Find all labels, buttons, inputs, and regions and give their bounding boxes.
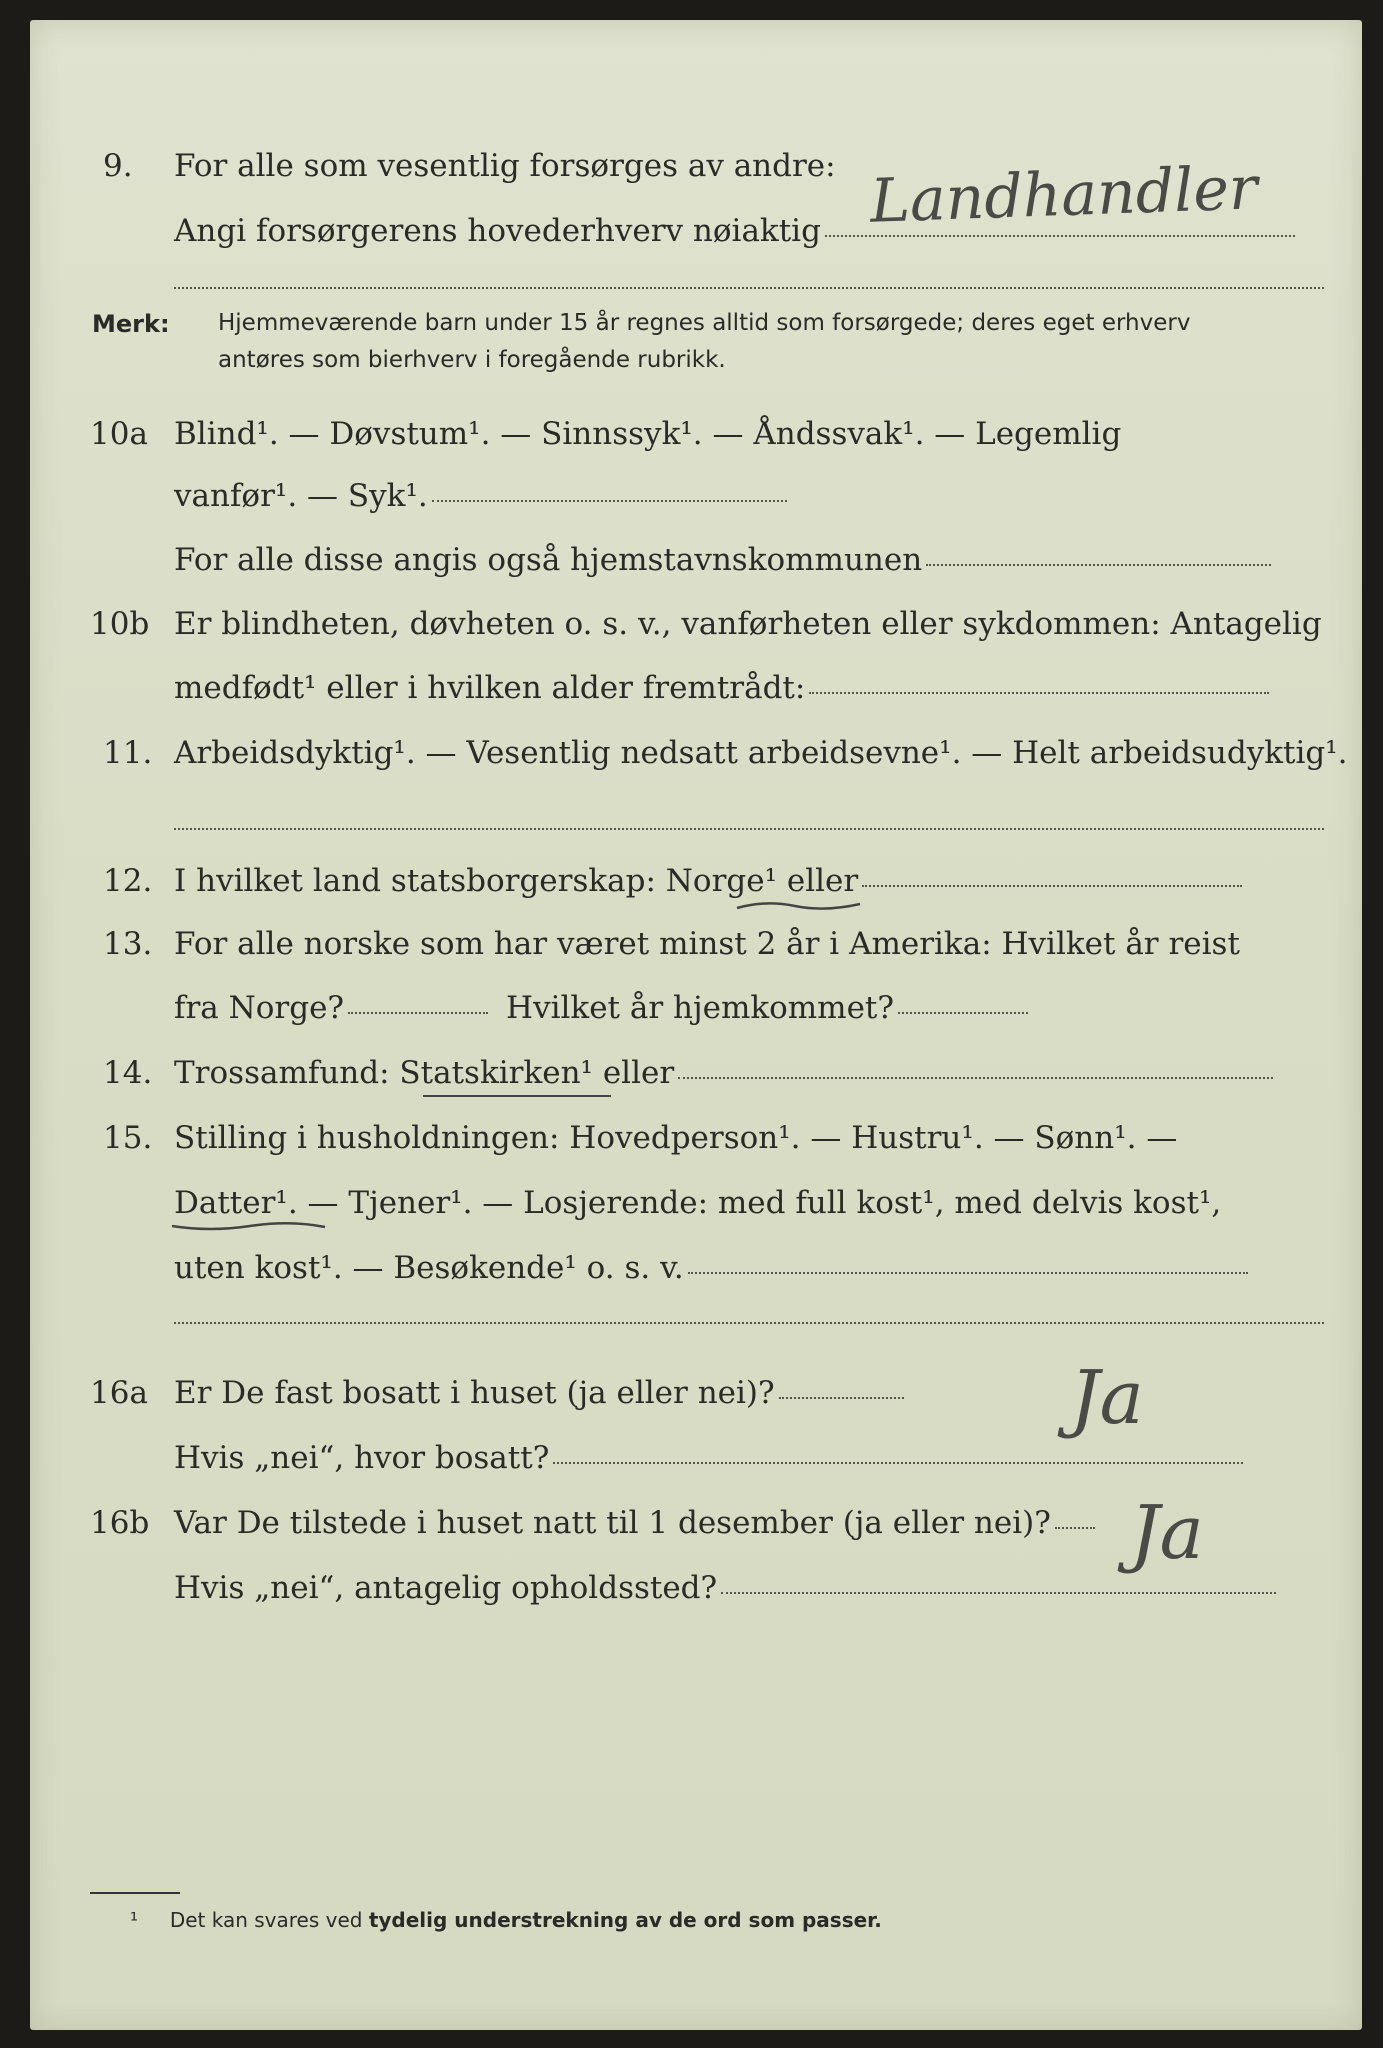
q16a-handwritten-answer: Ja — [1070, 1355, 1144, 1441]
q16a-line2: Hvis „nei“, hvor bosatt? — [174, 1440, 550, 1476]
footnote — [130, 1908, 882, 1932]
q14-underline-mark — [423, 1095, 611, 1097]
q13-returned-year-field[interactable] — [898, 1012, 1028, 1014]
q16b-line1: Var De tilstede i huset natt til 1 desember (ja eller nei)? — [174, 1505, 1051, 1541]
footnote-text-a: Det kan svares ved — [169, 1908, 369, 1932]
q14-line1: Trossamfund: Statskirken¹ eller — [174, 1055, 675, 1091]
q15-line3-row — [174, 1250, 1248, 1290]
q16a-residence-field[interactable] — [553, 1462, 1243, 1464]
q9-number: 9. — [103, 148, 133, 184]
q16a-answer-field[interactable] — [779, 1397, 904, 1399]
footnote-rule — [90, 1892, 180, 1894]
q10a-line2: vanfør¹. — Syk¹. — [174, 478, 428, 514]
q16b-answer-field[interactable] — [1055, 1527, 1095, 1529]
q14-religion-field[interactable] — [678, 1077, 1273, 1079]
q16a-line2-row — [174, 1440, 1243, 1480]
q12-line1-row — [174, 863, 1242, 903]
q13-line2b: Hvilket år hjemkommet? — [506, 990, 895, 1026]
q16a-line1: Er De fast bosatt i huset (ja eller nei)? — [174, 1375, 775, 1411]
q13-emigrated-year-field[interactable] — [348, 1012, 488, 1014]
q11-number: 11. — [103, 735, 153, 771]
q10a-line1: Blind¹. — Døvstum¹. — Sinnssyk¹. — Åndssvak¹. — Legemlig — [174, 416, 1122, 452]
q16b-location-field[interactable] — [721, 1592, 1276, 1594]
census-form-page — [30, 20, 1362, 2030]
merk-line2: antøres som bierhverv i foregående rubrikk. — [218, 347, 726, 373]
q15-number: 15. — [103, 1120, 153, 1156]
q16a-number: 16a — [90, 1375, 148, 1411]
merk-text — [218, 305, 1190, 379]
footnote-text-b: tydelig understrekning av de ord som passer. — [368, 1908, 882, 1932]
q15-line2: Datter¹. — Tjener¹. — Losjerende: med full kost¹, med delvis kost¹, — [174, 1185, 1222, 1221]
q13-line2-row — [174, 990, 1028, 1030]
q9-line2: Angi forsørgerens hovederhverv nøiaktig — [174, 213, 821, 249]
q10a-home-municipality-field[interactable] — [926, 564, 1271, 566]
divider — [174, 828, 1324, 830]
q13-line1: For alle norske som har været minst 2 år i Amerika: Hvilket år reist — [174, 926, 1240, 962]
q12-line1: I hvilket land statsborgerskap: Norge¹ eller — [174, 863, 859, 899]
footnote-mark: ¹ — [130, 1908, 139, 1932]
q10b-line2-row — [174, 670, 1269, 710]
q16b-handwritten-answer: Ja — [1130, 1490, 1204, 1576]
q15-line3: uten kost¹. — Besøkende¹ o. s. v. — [174, 1250, 684, 1286]
q12-number: 12. — [103, 863, 153, 899]
q15-other-field[interactable] — [688, 1272, 1248, 1274]
q10b-number: 10b — [90, 606, 150, 642]
q16b-number: 16b — [90, 1505, 150, 1541]
q16b-line2: Hvis „nei“, antagelig opholdssted? — [174, 1570, 718, 1606]
q14-line1-row — [174, 1055, 1273, 1095]
q10b-line1: Er blindheten, døvheten o. s. v., vanførheten eller sykdommen: Antagelig — [174, 606, 1322, 642]
divider — [174, 287, 1324, 289]
q16a-line1-row — [174, 1375, 904, 1415]
q10b-age-field[interactable] — [809, 692, 1269, 694]
merk-line1: Hjemmeværende barn under 15 år regnes alltid som forsørgede; deres eget erhverv — [218, 310, 1191, 336]
q13-line2a: fra Norge? — [174, 990, 345, 1026]
q9-line1: For alle som vesentlig forsørges av andre: — [174, 148, 836, 184]
q10a-line2-row — [174, 478, 787, 518]
q10a-sick-field[interactable] — [432, 500, 787, 502]
q11-line1: Arbeidsdyktig¹. — Vesentlig nedsatt arbeidsevne¹. — Helt arbeidsudyktig¹. — [174, 735, 1348, 771]
merk-label: Merk: — [92, 310, 170, 338]
q12-citizenship-field[interactable] — [862, 885, 1242, 887]
q10b-line2: medfødt¹ eller i hvilken alder fremtrådt: — [174, 670, 806, 706]
q9-handwritten-answer: Landhandler — [868, 153, 1259, 237]
q10a-number: 10a — [90, 416, 148, 452]
q15-underline-mark — [170, 1218, 330, 1234]
q10a-line3-row — [174, 542, 1271, 582]
q16b-line1-row — [174, 1505, 1095, 1545]
q16b-line2-row — [174, 1570, 1276, 1610]
q13-number: 13. — [103, 926, 153, 962]
divider — [174, 1322, 1324, 1324]
q15-line1: Stilling i husholdningen: Hovedperson¹. — Hustru¹. — Sønn¹. — — [174, 1120, 1178, 1156]
q10a-line3: For alle disse angis også hjemstavnskommunen — [174, 542, 923, 578]
q12-underline-mark — [735, 898, 865, 914]
q14-number: 14. — [103, 1055, 153, 1091]
